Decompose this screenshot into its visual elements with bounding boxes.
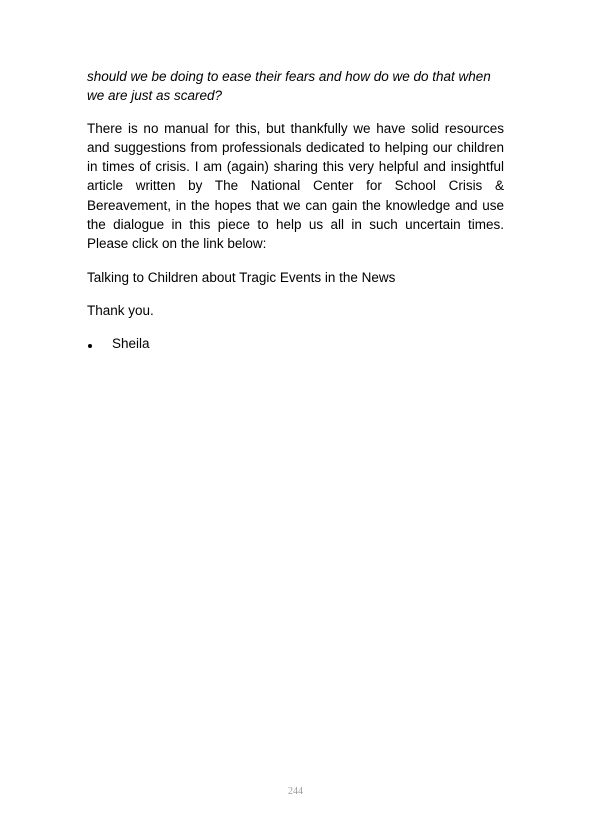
main-paragraph: There is no manual for this, but thankfully we have solid resources and suggestions from professionals dedicated to helping our children in times of crisis. I am (again) sharing this very helpful and insightful article written by The National Center for School Crisis & Bereavement, in the hopes that we can gain the knowledge and use the dialogue in this piece to help us all in such uncertain times. Please click on the link below: <box>87 120 504 252</box>
list-item <box>87 334 504 353</box>
list-item-label: Sheila <box>112 336 150 352</box>
page-number: 244 <box>288 786 303 797</box>
article-link-text: Talking to Children about Tragic Events in the News <box>87 269 396 285</box>
document-body <box>87 67 504 354</box>
closing-text: Thank you. <box>87 302 154 318</box>
intro-italic-paragraph: should we be doing to ease their fears and how do we do that when we are just as scared? <box>87 69 491 104</box>
